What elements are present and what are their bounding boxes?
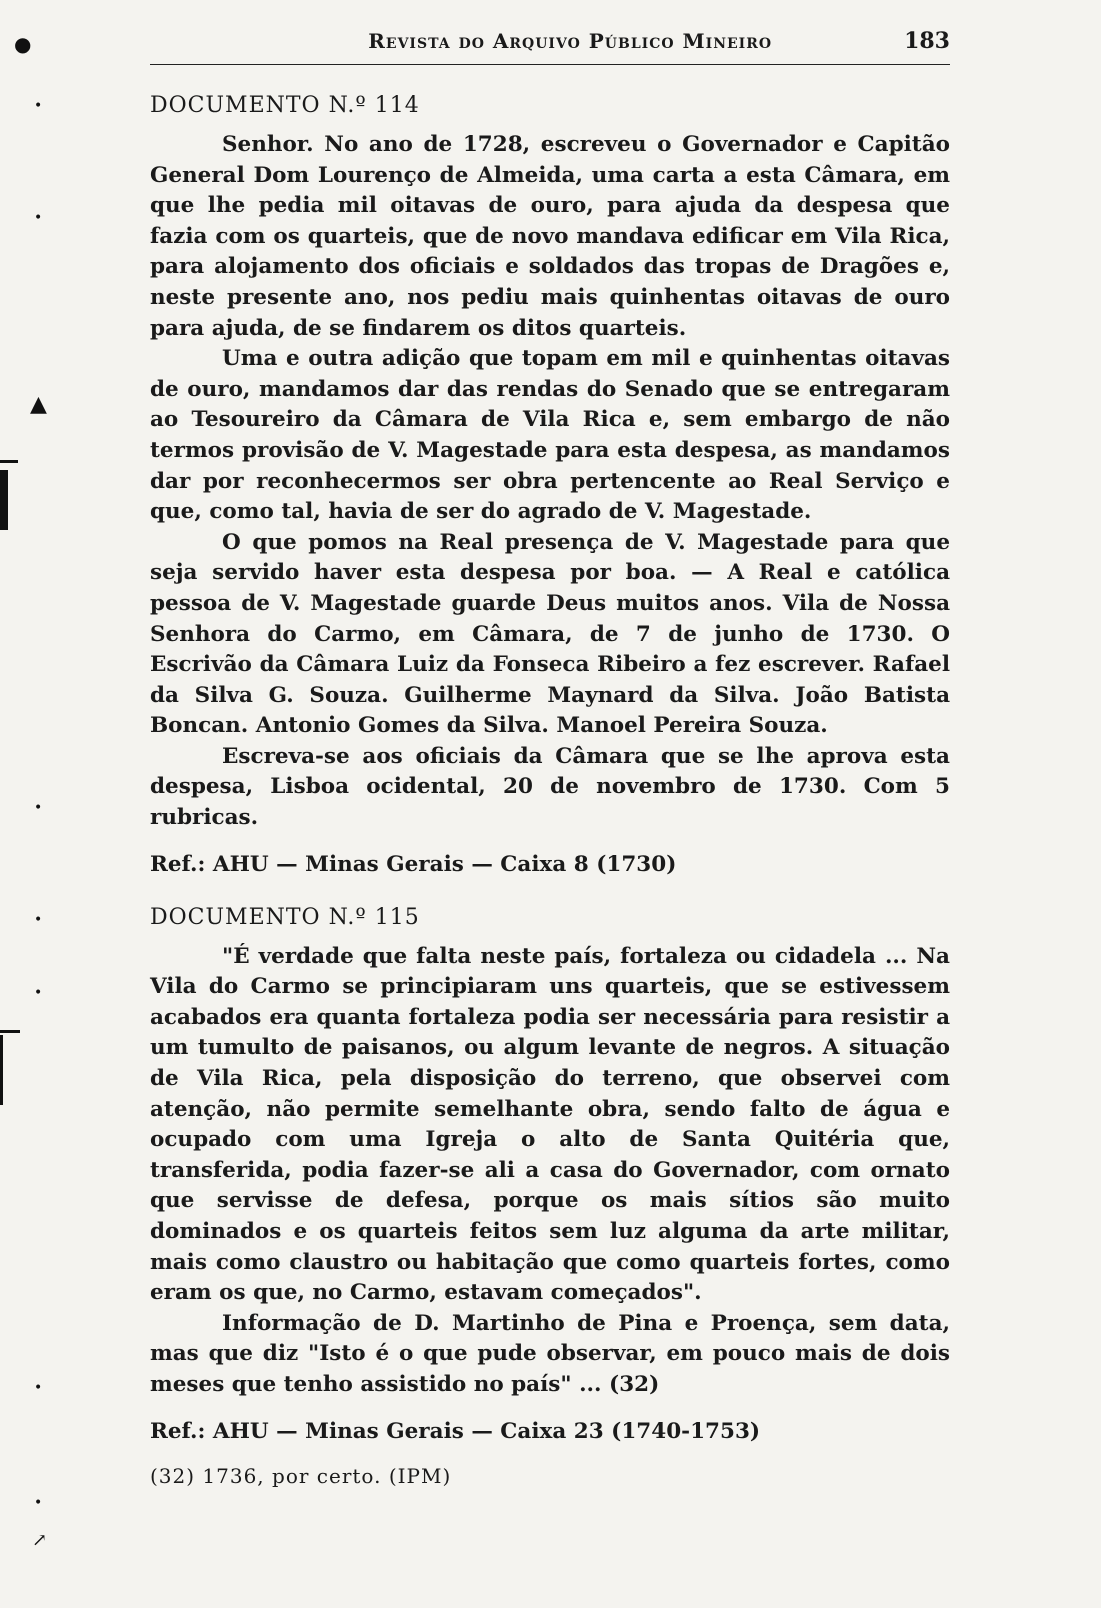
document-115	[150, 905, 950, 1444]
margin-dot: •	[34, 98, 43, 114]
document-heading: DOCUMENTO N.º 115	[150, 904, 420, 930]
reference-line: Ref.: AHU — Minas Gerais — Caixa 8 (1730)	[150, 851, 677, 877]
page	[150, 28, 950, 1488]
margin-bar	[0, 1035, 3, 1105]
margin-dot: •	[34, 800, 43, 816]
running-header	[150, 28, 950, 65]
margin-dot: •	[34, 985, 43, 1001]
footnote: (32) 1736, por certo. (IPM)	[150, 1463, 452, 1488]
margin-dot: ●	[14, 32, 32, 56]
paragraph: "É verdade que falta neste país, fortaleza ou cidadela ... Na Vila do Carmo se principiaram uns quarteis, que se estivessem acabados era quanta fortaleza podia ser necessária para resistir a um tumulto de paisanos, ou algum levante de negros. A situação de Vila Rica, pela disposição do terreno, que observei com atenção, não permite semelhante obra, sendo falto de água e ocupado com uma Igreja o alto de Santa Quitéria que, transferida, podia fazer-se ali a casa do Governador, com ornato que servisse de defesa, porque os mais sítios são muito dominados e os quarteis feitos sem luz alguma da arte militar, mais como claustro ou habitação que como quarteis fortes, como eram os que, no Carmo, estavam começados".	[150, 943, 950, 1306]
margin-bar	[0, 1030, 20, 1033]
document-heading: DOCUMENTO N.º 114	[150, 93, 420, 118]
page-number: 183	[904, 28, 950, 54]
margin-dot: •	[34, 1495, 43, 1511]
paragraph: Escreva-se aos oficiais da Câmara que se lhe aprova esta despesa, Lisboa ocidental, 20 de novembro de 1730. Com 5 rubricas.	[150, 743, 950, 831]
document-114	[150, 93, 950, 877]
margin-bar	[0, 470, 8, 530]
margin-arrow-icon: ↗	[32, 1530, 48, 1551]
margin-bar	[0, 460, 18, 463]
paragraph: Informação de D. Martinho de Pina e Proença, sem data, mas que diz "Isto é o que pude observar, em pouco mais de dois meses que tenho assistido no país" ... (32)	[150, 1310, 950, 1397]
running-title: Revista do Arquivo Público Mineiro	[368, 29, 773, 53]
margin-dot: •	[34, 210, 43, 226]
margin-dot: •	[34, 1380, 43, 1396]
paragraph: Uma e outra adição que topam em mil e quinhentas oitavas de ouro, mandamos dar das rendas do Senado que se entregaram ao Tesoureiro da Câmara de Vila Rica e, sem embargo de não termos provisão de V. Magestade para esta despesa, as mandamos dar por reconhecermos ser obra pertencente ao Real Serviço e que, como tal, havia de ser do agrado de V. Magestade.	[150, 346, 950, 525]
paragraph: O que pomos na Real presença de V. Magestade para que seja servido haver esta despesa por boa. — A Real e católica pessoa de V. Magestade guarde Deus muitos anos. Vila de Nossa Senhora do Carmo, em Câmara, de 7 de junho de 1730. O Escrivão da Câmara Luiz da Fonseca Ribeiro a fez escrever. Rafael da Silva G. Souza. Guilherme Maynard da Silva. João Batista Boncan. Antonio Gomes da Silva. Manoel Pereira Souza.	[150, 529, 950, 739]
margin-dot: •	[34, 912, 43, 928]
reference-line: Ref.: AHU — Minas Gerais — Caixa 23 (1740-1753)	[150, 1418, 761, 1444]
paragraph: Senhor. No ano de 1728, escreveu o Governador e Capitão General Dom Lourenço de Almeida, uma carta a esta Câmara, em que lhe pedia mil oitavas de ouro, para ajuda da despesa que fazia com os quarteis, que de novo mandava edificar em Vila Rica, para alojamento dos oficiais e soldados das tropas de Dragões e, neste presente ano, nos pediu mais quinhentas oitavas de ouro para ajuda, de se findarem os ditos quarteis.	[150, 132, 950, 341]
margin-arrow-icon: ▲	[30, 392, 47, 417]
